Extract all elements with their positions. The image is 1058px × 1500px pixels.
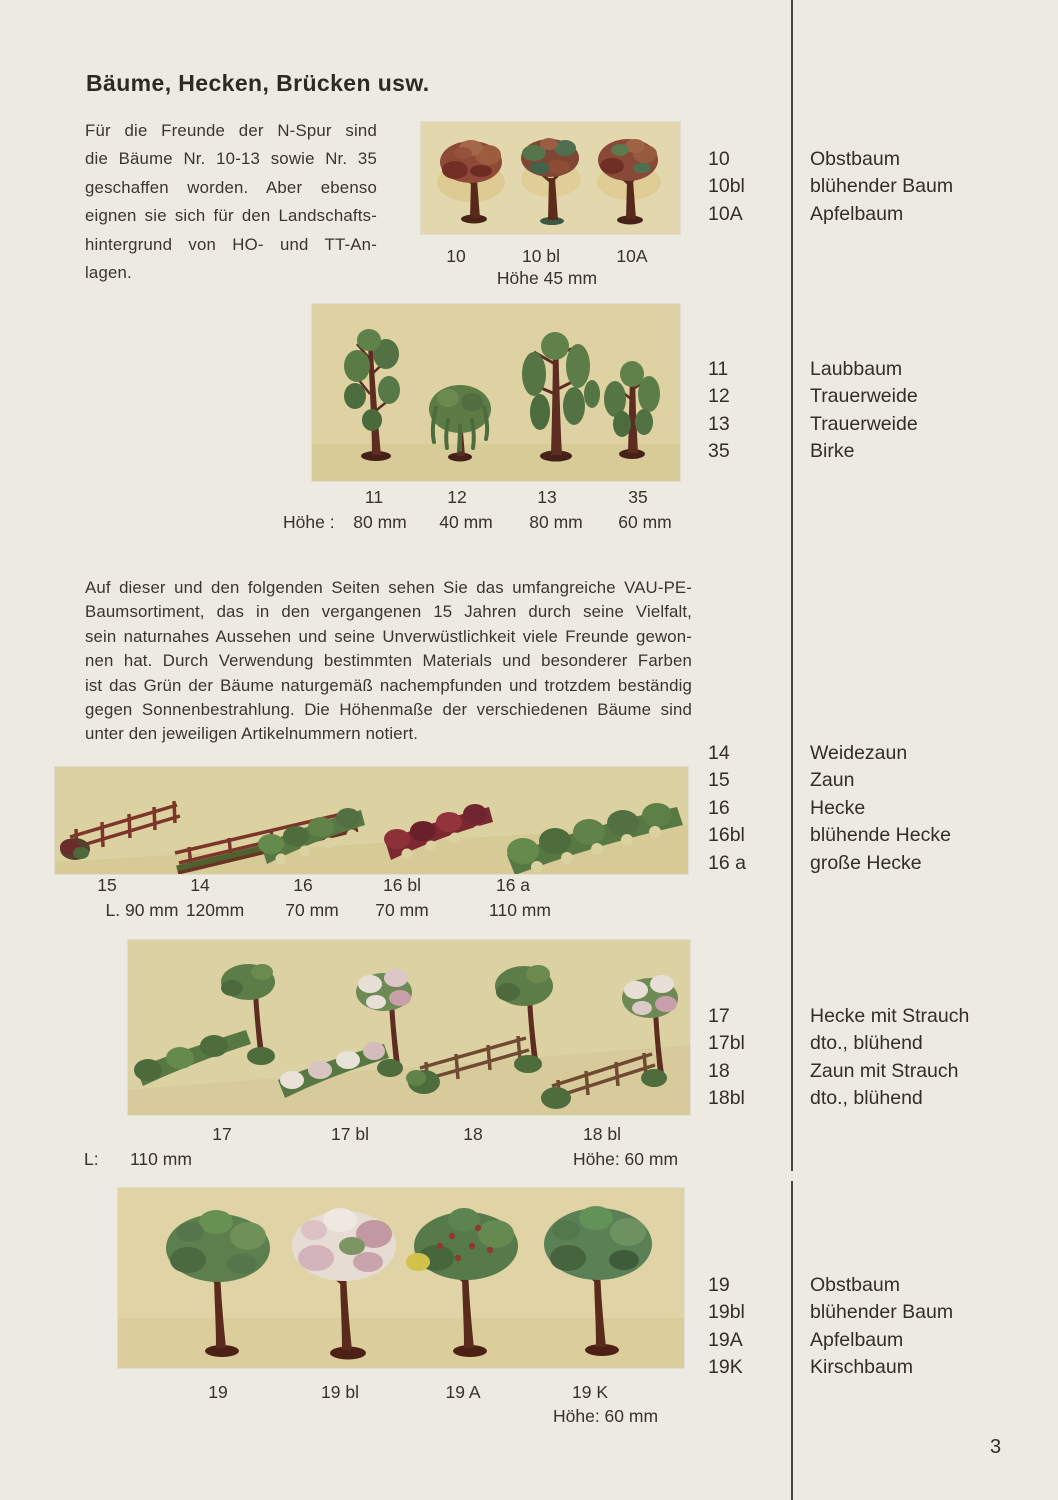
- figure-caption-size: 110 mm: [489, 900, 551, 920]
- figure-caption-label: 19 A: [445, 1382, 481, 1402]
- figure-caption-size: 80 mm: [529, 512, 583, 532]
- page-number: 3: [990, 1436, 1002, 1458]
- figure-caption-label: 11: [364, 487, 384, 507]
- product-number: 16 a: [708, 851, 746, 874]
- product-list-2-names: [810, 356, 1050, 466]
- figure-caption-label: 35: [628, 487, 648, 507]
- body-line: sein naturnahes Aussehen und seine Unverwüstlichkeit viele Freunde gewon-: [85, 626, 692, 646]
- body-line: nen hat. Durch Verwendung bestimmten Materials und besonderer Farben: [85, 651, 692, 671]
- product-name: dto., blühend: [810, 1087, 923, 1110]
- figure-caption-label: 19: [208, 1382, 228, 1402]
- figure-caption-label: 14: [190, 875, 210, 895]
- body-line: unter den jeweiligen Artikelnummern notiert.: [85, 724, 419, 744]
- intro-line: die Bäume Nr. 10-13 sowie Nr. 35: [85, 149, 377, 169]
- figure-caption-size: 60 mm: [618, 512, 672, 532]
- figure-caption-label: 15: [97, 875, 117, 895]
- product-number: 10: [708, 148, 730, 170]
- product-name: blühende Hecke: [810, 824, 951, 847]
- product-name: Obstbaum: [810, 1274, 900, 1296]
- product-name: Hecke mit Strauch: [810, 1005, 970, 1027]
- figure-caption-label: 18: [463, 1124, 483, 1144]
- figure-caption-label: 10 bl: [522, 246, 560, 266]
- fruit-trees-illustration: [421, 122, 680, 234]
- column-divider-line: [791, 1181, 793, 1500]
- product-number: 19K: [708, 1356, 743, 1379]
- product-number: 16bl: [708, 824, 745, 847]
- figure-caption-label: 10: [446, 246, 466, 266]
- product-name: Obstbaum: [810, 148, 900, 170]
- product-list-1-names: [810, 146, 1050, 228]
- figure-caption-size: 70 mm: [285, 900, 339, 920]
- product-list-5-names: [810, 1272, 1050, 1382]
- product-number: 18: [708, 1059, 730, 1082]
- product-number: 12: [708, 385, 730, 408]
- product-number: 11: [708, 358, 729, 380]
- figure-caption-length-value: 110 mm: [130, 1149, 192, 1169]
- product-name: Birke: [810, 440, 855, 463]
- product-name: blühender Baum: [810, 175, 954, 198]
- figure-caption-size: 120mm: [185, 900, 245, 920]
- product-number: 16: [708, 796, 730, 819]
- figure-caption-label: 16: [293, 875, 313, 895]
- product-name: Zaun mit Strauch: [810, 1059, 959, 1082]
- product-name: Trauerweide: [810, 385, 918, 408]
- figure-caption-label: 10A: [616, 246, 648, 266]
- figure-caption-label: 19 bl: [321, 1382, 359, 1402]
- product-name: dto., blühend: [810, 1032, 923, 1055]
- product-name: Trauerweide: [810, 412, 918, 435]
- column-divider-line: [791, 0, 793, 1171]
- intro-line: hintergrund von HO- und TT-An-: [85, 234, 377, 254]
- intro-line: geschaffen worden. Aber ebenso: [85, 177, 377, 197]
- product-list-4-names: [810, 1003, 1050, 1113]
- intro-line: Für die Freunde der N-Spur sind: [85, 121, 377, 140]
- product-list-5-numbers: [708, 1272, 786, 1382]
- figure-caption-size: L. 90 mm: [105, 900, 179, 920]
- product-number: 10A: [708, 202, 743, 225]
- fences-hedges-illustration: [55, 767, 688, 874]
- product-number: 19A: [708, 1328, 743, 1351]
- body-paragraph: [85, 576, 692, 747]
- figure-caption-label: 16 a: [495, 875, 531, 895]
- product-list-3-numbers: [708, 740, 786, 877]
- product-number: 18bl: [708, 1087, 745, 1110]
- product-name: Apfelbaum: [810, 1328, 904, 1351]
- product-photo-laubbaeume-11-35: [312, 304, 680, 481]
- product-number: 15: [708, 769, 730, 792]
- product-number: 19bl: [708, 1301, 745, 1324]
- product-name: Laubbaum: [810, 358, 903, 380]
- green-trees-illustration: [312, 304, 680, 481]
- product-photo-zaeune-hecken: [55, 767, 688, 874]
- figure-caption-label: 19 K: [572, 1382, 608, 1402]
- intro-line: eignen sie sich für den Landschafts-: [85, 206, 377, 226]
- product-name: Zaun: [810, 769, 855, 792]
- product-photo-hecken-mit-strauch: [128, 940, 690, 1115]
- figure-caption-size: 80 mm: [353, 512, 407, 532]
- body-line: Auf dieser und den folgenden Seiten sehen Sie das umfangreiche VAU-PE-: [85, 578, 692, 597]
- product-list-1-numbers: [708, 146, 786, 228]
- figure-caption-height: Höhe: 60 mm: [553, 1406, 659, 1426]
- figure-caption-label: 12: [447, 487, 467, 507]
- product-list-4-numbers: [708, 1003, 786, 1113]
- figure-caption-label: 17: [212, 1124, 232, 1144]
- product-number: 14: [708, 742, 730, 764]
- figure-caption-label: 18 bl: [583, 1124, 621, 1144]
- product-name: große Hecke: [810, 851, 922, 874]
- product-name: Hecke: [810, 796, 866, 819]
- intro-line: lagen.: [85, 262, 132, 282]
- figure-caption-size-prefix: Höhe :: [283, 512, 335, 532]
- product-number: 17: [708, 1005, 730, 1027]
- product-list-3-names: [810, 740, 1050, 877]
- orchard-trees-illustration: [118, 1188, 684, 1368]
- page-title: Bäume, Hecken, Brücken usw.: [86, 70, 430, 96]
- figure-caption-label: 13: [537, 487, 557, 507]
- product-name: blühender Baum: [810, 1301, 954, 1324]
- figure-caption-size: 70 mm: [375, 900, 429, 920]
- product-name: Weidezaun: [810, 742, 908, 764]
- product-number: 13: [708, 412, 730, 435]
- body-line: Baumsortiment, das in den vergangenen 15 Jahren durch seine Vielfalt,: [85, 602, 692, 622]
- hedges-with-shrubs-illustration: [128, 940, 690, 1115]
- figure-caption-size: 40 mm: [439, 512, 493, 532]
- product-number: 10bl: [708, 175, 745, 198]
- product-number: 19: [708, 1274, 730, 1296]
- figure-caption-height: Höhe 45 mm: [496, 268, 598, 288]
- body-line: ist das Grün der Bäume naturgemäß nachempfunden und trotzdem beständig: [85, 675, 692, 695]
- figure-caption-label: 17 bl: [331, 1124, 369, 1144]
- body-line: gegen Sonnenbestrahlung. Die Höhenmaße der verschiedenen Bäume sind: [85, 699, 692, 719]
- product-name: Apfelbaum: [810, 202, 904, 225]
- intro-paragraph: [85, 117, 377, 287]
- product-number: 35: [708, 440, 730, 463]
- figure-caption-label: 16 bl: [383, 875, 421, 895]
- product-photo-obstbaeume-10: [421, 122, 680, 234]
- product-photo-obstbaeume-19: [118, 1188, 684, 1368]
- product-name: Kirschbaum: [810, 1356, 913, 1379]
- product-list-2-numbers: [708, 356, 786, 466]
- figure-caption-height: Höhe: 60 mm: [573, 1149, 679, 1169]
- product-number: 17bl: [708, 1032, 745, 1055]
- figure-caption-length-label: L:: [84, 1149, 99, 1169]
